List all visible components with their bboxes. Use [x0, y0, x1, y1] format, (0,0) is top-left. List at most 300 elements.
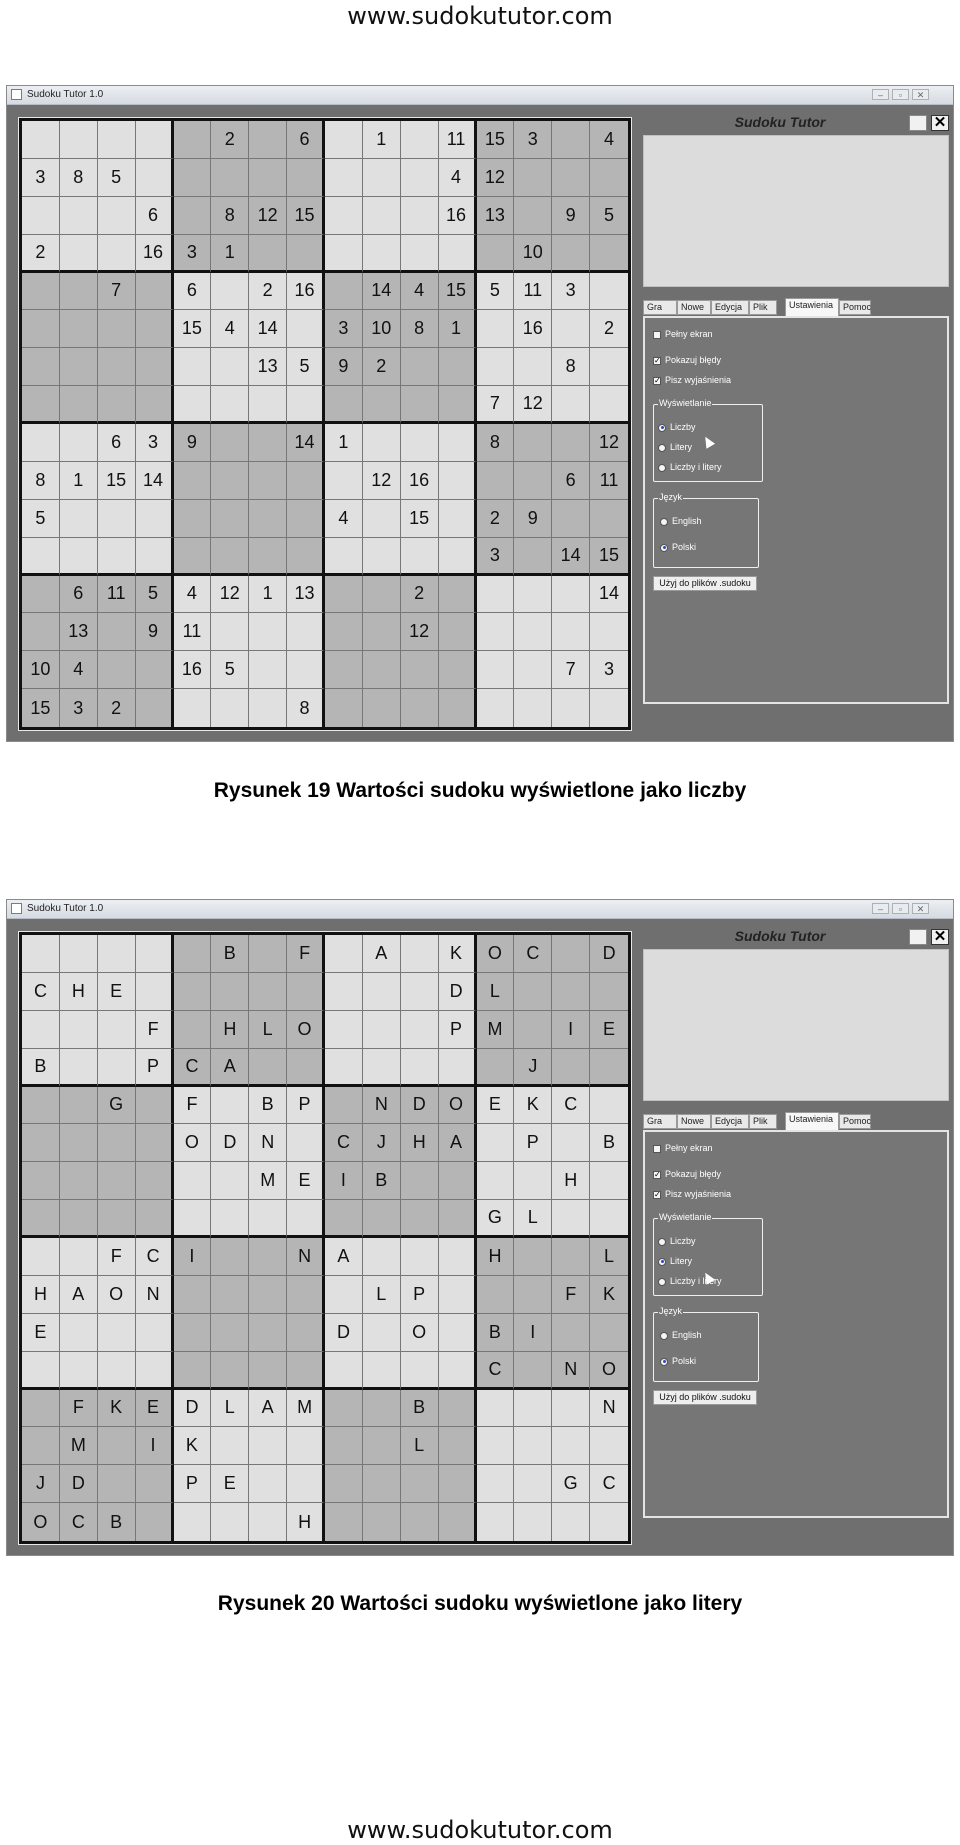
grid-cell[interactable]	[439, 1503, 477, 1541]
grid-cell[interactable]: 4	[325, 500, 363, 538]
grid-cell[interactable]	[514, 538, 552, 576]
grid-cell[interactable]	[287, 538, 325, 576]
grid-cell[interactable]: B	[590, 1124, 628, 1162]
radio-dot[interactable]	[658, 1238, 666, 1246]
grid-cell[interactable]: 9	[514, 500, 552, 538]
radio-dot[interactable]	[658, 424, 666, 432]
grid-cell[interactable]: 5	[136, 576, 174, 614]
grid-cell[interactable]	[136, 159, 174, 197]
grid-cell[interactable]: B	[249, 1087, 287, 1125]
radio-liczby[interactable]: Liczby	[658, 1235, 696, 1247]
grid-cell[interactable]	[211, 1314, 249, 1352]
grid-cell[interactable]	[477, 1465, 515, 1503]
grid-cell[interactable]: 13	[477, 197, 515, 235]
radio-dot[interactable]	[658, 464, 666, 472]
grid-cell[interactable]	[98, 1314, 136, 1352]
grid-cell[interactable]: 8	[22, 462, 60, 500]
grid-cell[interactable]: 15	[287, 197, 325, 235]
grid-cell[interactable]	[590, 159, 628, 197]
grid-cell[interactable]	[136, 500, 174, 538]
grid-cell[interactable]	[439, 424, 477, 462]
grid-cell[interactable]: 8	[60, 159, 98, 197]
grid-cell[interactable]	[325, 1049, 363, 1087]
grid-cell[interactable]: A	[439, 1124, 477, 1162]
grid-cell[interactable]: C	[60, 1503, 98, 1541]
grid-cell[interactable]	[60, 310, 98, 348]
grid-cell[interactable]	[136, 651, 174, 689]
grid-cell[interactable]: F	[552, 1276, 590, 1314]
grid-cell[interactable]	[439, 1427, 477, 1465]
grid-cell[interactable]	[363, 197, 401, 235]
tab-ustawienia[interactable]: Ustawienia	[785, 1112, 839, 1130]
grid-cell[interactable]	[590, 1049, 628, 1087]
grid-cell[interactable]: 12	[211, 576, 249, 614]
grid-cell[interactable]	[477, 1427, 515, 1465]
grid-cell[interactable]	[325, 651, 363, 689]
grid-cell[interactable]	[590, 273, 628, 311]
grid-cell[interactable]	[552, 235, 590, 273]
grid-cell[interactable]	[514, 576, 552, 614]
close-window-button[interactable]: ✕	[912, 903, 929, 914]
grid-cell[interactable]: 2	[211, 121, 249, 159]
grid-cell[interactable]	[439, 1049, 477, 1087]
grid-cell[interactable]: E	[22, 1314, 60, 1352]
grid-cell[interactable]	[439, 1314, 477, 1352]
grid-cell[interactable]: 3	[60, 689, 98, 727]
radio-english[interactable]: English	[660, 515, 702, 527]
grid-cell[interactable]	[22, 613, 60, 651]
grid-cell[interactable]: O	[439, 1087, 477, 1125]
grid-cell[interactable]: H	[60, 973, 98, 1011]
grid-cell[interactable]	[325, 935, 363, 973]
grid-cell[interactable]	[552, 1390, 590, 1428]
minimize-button[interactable]: –	[872, 903, 889, 914]
grid-cell[interactable]	[363, 424, 401, 462]
grid-cell[interactable]	[590, 235, 628, 273]
grid-cell[interactable]	[401, 386, 439, 424]
grid-cell[interactable]: B	[22, 1049, 60, 1087]
grid-cell[interactable]: 11	[439, 121, 477, 159]
grid-cell[interactable]	[249, 1352, 287, 1390]
grid-cell[interactable]	[363, 1352, 401, 1390]
grid-cell[interactable]: 10	[514, 235, 552, 273]
grid-cell[interactable]	[287, 462, 325, 500]
grid-cell[interactable]	[325, 973, 363, 1011]
grid-cell[interactable]	[174, 1276, 212, 1314]
grid-cell[interactable]	[211, 159, 249, 197]
grid-cell[interactable]: 16	[174, 651, 212, 689]
grid-cell[interactable]	[401, 538, 439, 576]
grid-cell[interactable]	[552, 1503, 590, 1541]
grid-cell[interactable]	[401, 1011, 439, 1049]
grid-cell[interactable]: 15	[590, 538, 628, 576]
grid-cell[interactable]: L	[477, 973, 515, 1011]
grid-cell[interactable]: D	[60, 1465, 98, 1503]
grid-cell[interactable]	[136, 689, 174, 727]
grid-cell[interactable]: M	[60, 1427, 98, 1465]
grid-cell[interactable]: 1	[439, 310, 477, 348]
grid-cell[interactable]	[401, 973, 439, 1011]
grid-cell[interactable]	[590, 1427, 628, 1465]
radio-litery[interactable]: Litery	[658, 441, 692, 453]
grid-cell[interactable]	[174, 500, 212, 538]
grid-cell[interactable]: 11	[174, 613, 212, 651]
grid-cell[interactable]: A	[60, 1276, 98, 1314]
grid-cell[interactable]: 15	[174, 310, 212, 348]
grid-cell[interactable]	[174, 1162, 212, 1200]
grid-cell[interactable]	[211, 1200, 249, 1238]
grid-cell[interactable]: G	[477, 1200, 515, 1238]
grid-cell[interactable]	[174, 1352, 212, 1390]
grid-cell[interactable]	[136, 310, 174, 348]
grid-cell[interactable]	[401, 1465, 439, 1503]
grid-cell[interactable]: E	[211, 1465, 249, 1503]
grid-cell[interactable]	[590, 1314, 628, 1352]
grid-cell[interactable]	[401, 159, 439, 197]
grid-cell[interactable]: 5	[477, 273, 515, 311]
grid-cell[interactable]	[363, 613, 401, 651]
radio-liczby-i-litery[interactable]: Liczby i litery	[658, 461, 722, 473]
grid-cell[interactable]: 1	[363, 121, 401, 159]
grid-cell[interactable]	[287, 1124, 325, 1162]
grid-cell[interactable]	[211, 348, 249, 386]
grid-cell[interactable]: 5	[98, 159, 136, 197]
grid-cell[interactable]: 11	[98, 576, 136, 614]
grid-cell[interactable]: 4	[590, 121, 628, 159]
grid-cell[interactable]	[211, 689, 249, 727]
grid-cell[interactable]	[98, 1011, 136, 1049]
grid-cell[interactable]	[211, 1087, 249, 1125]
grid-cell[interactable]	[552, 1200, 590, 1238]
grid-cell[interactable]	[325, 273, 363, 311]
grid-cell[interactable]	[249, 159, 287, 197]
grid-cell[interactable]: N	[249, 1124, 287, 1162]
grid-cell[interactable]	[514, 1238, 552, 1276]
grid-cell[interactable]	[439, 538, 477, 576]
grid-cell[interactable]	[22, 538, 60, 576]
checkbox-box[interactable]: ✓	[654, 1189, 661, 1199]
grid-cell[interactable]	[439, 576, 477, 614]
grid-cell[interactable]	[363, 1503, 401, 1541]
grid-cell[interactable]	[325, 462, 363, 500]
panel-close-button[interactable]: ✕	[931, 115, 949, 131]
grid-cell[interactable]	[514, 348, 552, 386]
grid-cell[interactable]: 2	[401, 576, 439, 614]
grid-cell[interactable]: N	[590, 1390, 628, 1428]
grid-cell[interactable]	[363, 1049, 401, 1087]
tab-ustawienia[interactable]: Ustawienia	[785, 298, 839, 316]
minimize-button[interactable]: –	[872, 89, 889, 100]
grid-cell[interactable]	[514, 1011, 552, 1049]
grid-cell[interactable]	[325, 1011, 363, 1049]
grid-cell[interactable]	[136, 386, 174, 424]
grid-cell[interactable]	[287, 1465, 325, 1503]
grid-cell[interactable]: A	[363, 935, 401, 973]
grid-cell[interactable]	[211, 1238, 249, 1276]
grid-cell[interactable]	[287, 386, 325, 424]
grid-cell[interactable]	[60, 935, 98, 973]
grid-cell[interactable]	[60, 1011, 98, 1049]
grid-cell[interactable]: L	[514, 1200, 552, 1238]
grid-cell[interactable]: I	[136, 1427, 174, 1465]
grid-cell[interactable]	[552, 689, 590, 727]
grid-cell[interactable]: 5	[211, 651, 249, 689]
grid-cell[interactable]	[60, 1124, 98, 1162]
panel-minimize-button[interactable]	[909, 115, 927, 131]
grid-cell[interactable]	[249, 235, 287, 273]
grid-cell[interactable]	[211, 424, 249, 462]
grid-cell[interactable]	[439, 1162, 477, 1200]
grid-cell[interactable]: 9	[552, 197, 590, 235]
radio-dot[interactable]	[658, 444, 666, 452]
grid-cell[interactable]: 3	[477, 538, 515, 576]
grid-cell[interactable]	[287, 1427, 325, 1465]
grid-cell[interactable]	[401, 1238, 439, 1276]
grid-cell[interactable]	[363, 576, 401, 614]
grid-cell[interactable]	[401, 1352, 439, 1390]
grid-cell[interactable]	[98, 310, 136, 348]
grid-cell[interactable]: P	[514, 1124, 552, 1162]
grid-cell[interactable]	[60, 1049, 98, 1087]
grid-cell[interactable]	[477, 1390, 515, 1428]
grid-cell[interactable]	[325, 1200, 363, 1238]
grid-cell[interactable]	[22, 1427, 60, 1465]
grid-cell[interactable]	[22, 1162, 60, 1200]
grid-cell[interactable]: 15	[401, 500, 439, 538]
grid-cell[interactable]	[514, 1427, 552, 1465]
grid-cell[interactable]: B	[211, 935, 249, 973]
grid-cell[interactable]	[552, 1427, 590, 1465]
grid-cell[interactable]: M	[477, 1011, 515, 1049]
grid-cell[interactable]	[439, 1276, 477, 1314]
grid-cell[interactable]: D	[439, 973, 477, 1011]
grid-cell[interactable]	[439, 1390, 477, 1428]
grid-cell[interactable]: C	[136, 1238, 174, 1276]
grid-cell[interactable]: A	[325, 1238, 363, 1276]
grid-cell[interactable]: 8	[401, 310, 439, 348]
grid-cell[interactable]	[514, 613, 552, 651]
grid-cell[interactable]: O	[590, 1352, 628, 1390]
grid-cell[interactable]	[439, 613, 477, 651]
grid-cell[interactable]	[401, 1200, 439, 1238]
tab-nowe[interactable]: Nowe	[677, 1114, 711, 1129]
grid-cell[interactable]	[60, 1352, 98, 1390]
grid-cell[interactable]: 10	[22, 651, 60, 689]
grid-cell[interactable]: 8	[287, 689, 325, 727]
radio-dot[interactable]	[658, 1278, 666, 1286]
show-errors-checkbox[interactable]: ✓ Pokazuj błędy	[654, 1169, 722, 1179]
grid-cell[interactable]: 3	[514, 121, 552, 159]
grid-cell[interactable]	[514, 1162, 552, 1200]
grid-cell[interactable]	[136, 348, 174, 386]
grid-cell[interactable]: 8	[211, 197, 249, 235]
grid-cell[interactable]	[552, 1124, 590, 1162]
grid-cell[interactable]: 16	[514, 310, 552, 348]
grid-cell[interactable]	[363, 1011, 401, 1049]
grid-cell[interactable]	[287, 1049, 325, 1087]
tab-nowe[interactable]: Nowe	[677, 300, 711, 315]
tab-gra[interactable]: Gra	[643, 1114, 677, 1129]
grid-cell[interactable]	[22, 310, 60, 348]
radio-liczby-i-litery[interactable]: Liczby i litery	[658, 1275, 722, 1287]
grid-cell[interactable]: P	[136, 1049, 174, 1087]
fullscreen-checkbox[interactable]: Pełny ekran	[653, 328, 713, 340]
grid-cell[interactable]	[174, 197, 212, 235]
grid-cell[interactable]: 16	[136, 235, 174, 273]
grid-cell[interactable]: M	[249, 1162, 287, 1200]
grid-cell[interactable]	[98, 935, 136, 973]
grid-cell[interactable]: D	[174, 1390, 212, 1428]
grid-cell[interactable]: 14	[363, 273, 401, 311]
radio-dot[interactable]	[660, 1332, 668, 1340]
grid-cell[interactable]	[98, 1427, 136, 1465]
fullscreen-checkbox[interactable]: Pełny ekran	[653, 1142, 713, 1154]
grid-cell[interactable]	[98, 1352, 136, 1390]
grid-cell[interactable]: L	[401, 1427, 439, 1465]
grid-cell[interactable]	[439, 348, 477, 386]
grid-cell[interactable]	[249, 651, 287, 689]
grid-cell[interactable]	[552, 973, 590, 1011]
grid-cell[interactable]: 1	[325, 424, 363, 462]
grid-cell[interactable]	[514, 1352, 552, 1390]
grid-cell[interactable]: C	[514, 935, 552, 973]
grid-cell[interactable]	[22, 424, 60, 462]
grid-cell[interactable]	[98, 651, 136, 689]
grid-cell[interactable]	[552, 159, 590, 197]
tab-gra[interactable]: Gra	[643, 300, 677, 315]
grid-cell[interactable]	[22, 197, 60, 235]
grid-cell[interactable]	[174, 973, 212, 1011]
grid-cell[interactable]	[477, 462, 515, 500]
grid-cell[interactable]	[60, 235, 98, 273]
grid-cell[interactable]	[174, 1200, 212, 1238]
grid-cell[interactable]	[590, 613, 628, 651]
grid-cell[interactable]: 6	[136, 197, 174, 235]
grid-cell[interactable]	[514, 462, 552, 500]
grid-cell[interactable]	[325, 235, 363, 273]
grid-cell[interactable]	[477, 576, 515, 614]
grid-cell[interactable]: C	[590, 1465, 628, 1503]
grid-cell[interactable]	[60, 273, 98, 311]
grid-cell[interactable]: F	[287, 935, 325, 973]
radio-polski[interactable]: Polski	[660, 541, 696, 553]
grid-cell[interactable]	[325, 576, 363, 614]
grid-cell[interactable]	[22, 1011, 60, 1049]
grid-cell[interactable]: D	[401, 1087, 439, 1125]
grid-cell[interactable]: 14	[136, 462, 174, 500]
grid-cell[interactable]	[439, 500, 477, 538]
grid-cell[interactable]	[590, 973, 628, 1011]
grid-cell[interactable]: 1	[60, 462, 98, 500]
grid-cell[interactable]: 3	[22, 159, 60, 197]
grid-cell[interactable]	[249, 386, 287, 424]
grid-cell[interactable]: 3	[136, 424, 174, 462]
tab-edycja[interactable]: Edycja	[711, 1114, 749, 1129]
grid-cell[interactable]	[60, 1162, 98, 1200]
grid-cell[interactable]: H	[22, 1276, 60, 1314]
grid-cell[interactable]: 9	[174, 424, 212, 462]
grid-cell[interactable]: 13	[287, 576, 325, 614]
grid-cell[interactable]	[514, 973, 552, 1011]
grid-cell[interactable]	[439, 651, 477, 689]
radio-polski[interactable]: Polski	[660, 1355, 696, 1367]
grid-cell[interactable]: B	[98, 1503, 136, 1541]
grid-cell[interactable]	[98, 348, 136, 386]
grid-cell[interactable]: G	[552, 1465, 590, 1503]
grid-cell[interactable]: I	[174, 1238, 212, 1276]
grid-cell[interactable]: E	[590, 1011, 628, 1049]
grid-cell[interactable]	[98, 500, 136, 538]
grid-cell[interactable]	[22, 386, 60, 424]
radio-dot[interactable]	[660, 544, 668, 552]
grid-cell[interactable]: 8	[477, 424, 515, 462]
grid-cell[interactable]	[325, 197, 363, 235]
grid-cell[interactable]	[401, 348, 439, 386]
grid-cell[interactable]	[287, 651, 325, 689]
grid-cell[interactable]: H	[477, 1238, 515, 1276]
grid-cell[interactable]	[60, 348, 98, 386]
grid-cell[interactable]: O	[174, 1124, 212, 1162]
grid-cell[interactable]	[136, 121, 174, 159]
grid-cell[interactable]	[287, 973, 325, 1011]
grid-cell[interactable]	[22, 935, 60, 973]
maximize-button[interactable]: ▫	[892, 903, 909, 914]
grid-cell[interactable]	[211, 973, 249, 1011]
grid-cell[interactable]: 5	[590, 197, 628, 235]
grid-cell[interactable]: N	[552, 1352, 590, 1390]
grid-cell[interactable]: 4	[60, 651, 98, 689]
grid-cell[interactable]	[136, 1314, 174, 1352]
explanations-checkbox[interactable]: ✓ Pisz wyjaśnienia	[654, 375, 732, 385]
grid-cell[interactable]: 10	[363, 310, 401, 348]
tab-pomoc[interactable]: Pomoc	[839, 300, 871, 315]
grid-cell[interactable]: D	[211, 1124, 249, 1162]
grid-cell[interactable]	[60, 538, 98, 576]
grid-cell[interactable]	[477, 1124, 515, 1162]
tab-plik[interactable]: Plik	[749, 1114, 777, 1129]
grid-cell[interactable]: O	[401, 1314, 439, 1352]
checkbox-box[interactable]: ✓	[654, 355, 661, 365]
show-errors-checkbox[interactable]: ✓ Pokazuj błędy	[654, 355, 722, 365]
grid-cell[interactable]	[174, 386, 212, 424]
grid-cell[interactable]	[590, 1087, 628, 1125]
grid-cell[interactable]	[552, 424, 590, 462]
grid-cell[interactable]	[363, 1200, 401, 1238]
grid-cell[interactable]	[211, 1352, 249, 1390]
grid-cell[interactable]: K	[98, 1390, 136, 1428]
grid-cell[interactable]: B	[363, 1162, 401, 1200]
grid-cell[interactable]: I	[552, 1011, 590, 1049]
grid-cell[interactable]	[363, 386, 401, 424]
grid-cell[interactable]	[363, 973, 401, 1011]
grid-cell[interactable]: K	[174, 1427, 212, 1465]
grid-cell[interactable]	[22, 1124, 60, 1162]
grid-cell[interactable]	[363, 651, 401, 689]
grid-cell[interactable]	[287, 1314, 325, 1352]
grid-cell[interactable]	[136, 1352, 174, 1390]
grid-cell[interactable]	[552, 386, 590, 424]
grid-cell[interactable]: 3	[590, 651, 628, 689]
grid-cell[interactable]	[439, 386, 477, 424]
grid-cell[interactable]: N	[136, 1276, 174, 1314]
grid-cell[interactable]: 14	[287, 424, 325, 462]
grid-cell[interactable]	[325, 1427, 363, 1465]
grid-cell[interactable]: 11	[590, 462, 628, 500]
grid-cell[interactable]	[552, 121, 590, 159]
grid-cell[interactable]: 16	[287, 273, 325, 311]
grid-cell[interactable]	[60, 1314, 98, 1352]
grid-cell[interactable]: 2	[477, 500, 515, 538]
